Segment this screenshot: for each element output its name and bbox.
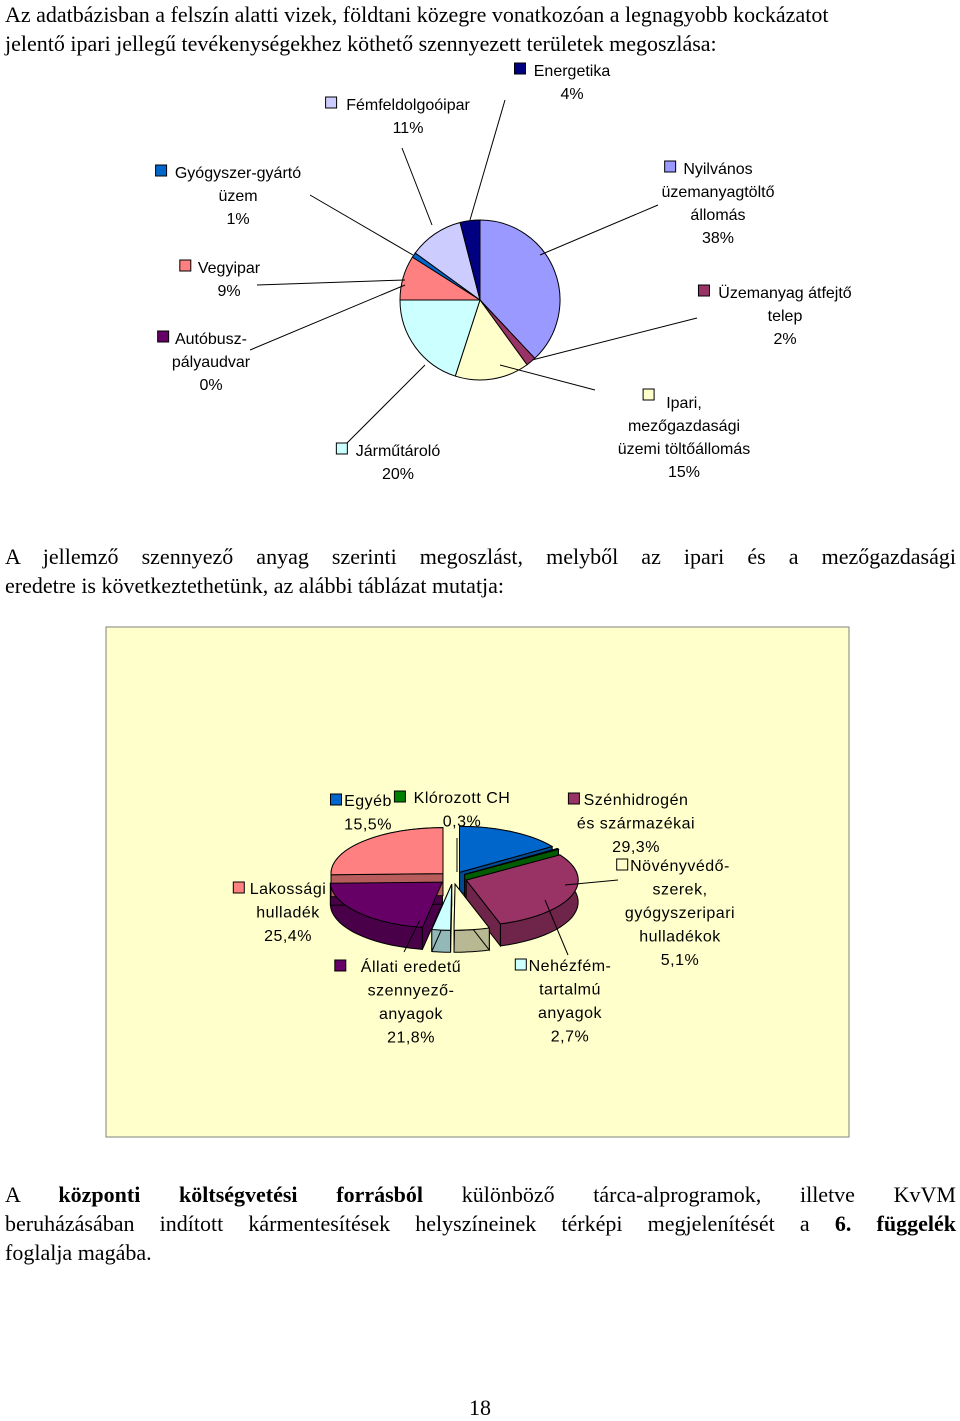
pie2-label-klorozott-ch-1: 0,3%	[443, 814, 481, 831]
pie1-label-ipari-mezogazdasagi-uzemi-toltoallomas-3: 15%	[668, 464, 700, 481]
pie1-label-gyogyszer-gyarto-uzem-0: Gyógyszer-gyártó	[175, 165, 301, 182]
pie1-label-jarmutarolo-1: 20%	[382, 466, 414, 483]
pie2-label-nehezfem-tartalmu-anyagok-1: tartalmú	[539, 982, 601, 999]
pie1-label-gyogyszer-gyarto-uzem-1: üzem	[218, 188, 257, 205]
pie2-label-egyeb-1: 15,5%	[344, 817, 392, 834]
closing-line-2	[5, 1209, 956, 1238]
pie2-label-novenyvedo-szerek-gyogyszeripari-hulladekok-2: gyógyszeripari	[625, 905, 735, 922]
pie2-legend-key-klorozott-ch	[394, 791, 405, 802]
pie1-label-energetika-1: 4%	[560, 86, 583, 103]
pie2-label-nehezfem-tartalmu-anyagok-2: anyagok	[538, 1005, 602, 1022]
intro-line-2: jelentő ipari jellegű tevékenységekhez köthető szennyezett területek megoszlása:	[5, 29, 956, 58]
closing-paragraph	[5, 1180, 956, 1267]
pie1-label-vegyipar-0: Vegyipar	[198, 260, 261, 277]
pie2-legend-key-szenhidrogen-es-szarmazekai	[568, 793, 579, 804]
pie2-label-novenyvedo-szerek-gyogyszeripari-hulladekok-1: szerek,	[652, 882, 707, 899]
pie1-label-femfeldolgooipar-0: Fémfeldolgoóipar	[346, 97, 470, 114]
pie2-label-szenhidrogen-es-szarmazekai-2: 29,3%	[612, 839, 660, 856]
pie2-label-lakossagi-hulladek-2: 25,4%	[264, 928, 312, 945]
pie2-label-klorozott-ch-0: Klórozott CH	[414, 790, 511, 807]
closing-bold-kozponti: központi	[58, 1182, 140, 1207]
pie1-label-femfeldolgooipar-1: 11%	[393, 120, 424, 137]
pie2-legend-key-egyeb	[331, 794, 342, 805]
pie2-label-szenhidrogen-es-szarmazekai-1: és származékai	[577, 816, 695, 833]
pie1-label-jarmutarolo-0: Járműtároló	[356, 443, 441, 460]
pie1-label-autobusz-palyaudvar-2: 0%	[199, 377, 222, 394]
pie2-label-nehezfem-tartalmu-anyagok-0: Nehézfém-	[529, 958, 612, 975]
page-number: 18	[0, 1395, 960, 1421]
intro-line-1: Az adatbázisban a felszín alatti vizek, földtani közegre vonatkozóan a legnagyobb kockázatot	[5, 0, 956, 29]
pie1-label-autobusz-palyaudvar-1: pályaudvar	[172, 354, 251, 371]
middle-line-1: A jellemző szennyező anyag szerinti megoszlást, melyből az ipari és a mezőgazdasági	[5, 542, 956, 571]
pie2-label-lakossagi-hulladek-1: hulladék	[256, 905, 320, 922]
closing-rest-1: különböző tárca-alprogramok, illetve KvVM	[462, 1182, 956, 1207]
pie2-label-novenyvedo-szerek-gyogyszeripari-hulladekok-3: hulladékok	[639, 929, 721, 946]
pie1-label-nyilvanos-uzemanyagtolto-allomas-3: 38%	[702, 230, 734, 247]
pie2-legend-key-allati-eredetu-szennyezo-anyagok	[335, 960, 346, 971]
pie1-label-energetika-0: Energetika	[534, 63, 611, 80]
pie2-label-egyeb-0: Egyéb	[344, 793, 392, 810]
pie1-label-nyilvanos-uzemanyagtolto-allomas-2: állomás	[690, 207, 745, 224]
pie1-label-nyilvanos-uzemanyagtolto-allomas-0: Nyilvános	[683, 161, 752, 178]
middle-line-2: eredetre is következtethetünk, az alábbi táblázat mutatja:	[5, 571, 956, 600]
pie2-label-allati-eredetu-szennyezo-anyagok-0: Állati eredetű	[361, 957, 461, 976]
closing-line-3: foglalja magába.	[5, 1238, 956, 1267]
closing-bold-koltsegvetesi: költségvetési	[179, 1182, 298, 1207]
pie1-label-ipari-mezogazdasagi-uzemi-toltoallomas-0: Ipari,	[666, 395, 702, 412]
pie2-label-novenyvedo-szerek-gyogyszeripari-hulladekok-0: Növényvédő-	[630, 858, 730, 875]
pie1-label-nyilvanos-uzemanyagtolto-allomas-1: üzemanyagtöltő	[662, 184, 775, 201]
closing-word-a: A	[5, 1182, 20, 1207]
pie2-label-novenyvedo-szerek-gyogyszeripari-hulladekok-4: 5,1%	[661, 952, 699, 969]
closing-bold-forrasbol: forrásból	[336, 1182, 423, 1207]
pie2-legend-key-lakossagi-hulladek	[233, 882, 244, 893]
pie1-label-uzemanyag-atfejto-telep-1: telep	[768, 308, 803, 325]
pie2-label-nehezfem-tartalmu-anyagok-3: 2,7%	[551, 1029, 589, 1046]
pie1-label-uzemanyag-atfejto-telep-2: 2%	[773, 331, 796, 348]
closing-line-1	[5, 1180, 956, 1209]
pie2-label-allati-eredetu-szennyezo-anyagok-1: szennyező-	[368, 983, 455, 1000]
pie2-label-lakossagi-hulladek-0: Lakossági	[250, 881, 327, 898]
pie2-legend-key-nehezfem-tartalmu-anyagok	[515, 959, 526, 970]
appendix-reference: 6. függelék	[835, 1211, 956, 1236]
closing-line2-text: beruházásában indított kármentesítések helyszíneinek térképi megjelenítését a	[5, 1211, 810, 1236]
pie2-label-allati-eredetu-szennyezo-anyagok-3: 21,8%	[387, 1030, 435, 1047]
pie1-label-autobusz-palyaudvar-0: Autóbusz-	[175, 331, 247, 348]
pie1-label-vegyipar-1: 9%	[217, 283, 240, 300]
pie2-label-szenhidrogen-es-szarmazekai-0: Szénhidrogén	[584, 792, 689, 809]
pie1-label-uzemanyag-atfejto-telep-0: Üzemanyag átfejtő	[718, 284, 852, 302]
pie1-label-gyogyszer-gyarto-uzem-2: 1%	[226, 211, 249, 228]
pie1-label-ipari-mezogazdasagi-uzemi-toltoallomas-1: mezőgazdasági	[628, 418, 740, 435]
pie2-legend-key-novenyvedo-szerek-gyogyszeripari-hulladekok	[617, 859, 628, 870]
pie1-label-ipari-mezogazdasagi-uzemi-toltoallomas-2: üzemi töltőállomás	[618, 441, 751, 458]
pie2-label-allati-eredetu-szennyezo-anyagok-2: anyagok	[379, 1006, 443, 1023]
